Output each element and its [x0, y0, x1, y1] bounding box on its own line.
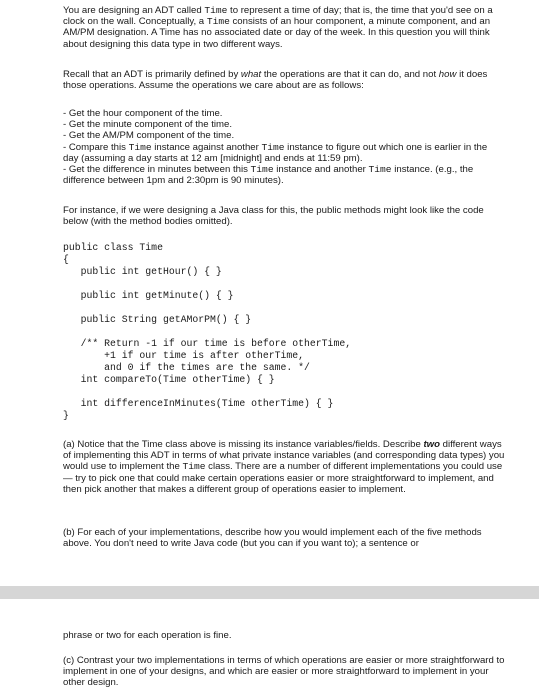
code-line: +1 if our time is after otherTime,: [63, 350, 305, 361]
operation-item: - Get the difference in minutes between this Time instance and another Time instance. (e.g., the difference between 1pm and 2:30pm is 90 minutes).: [63, 164, 474, 187]
recall-text-2: the operations are that it can do, and not: [261, 69, 439, 80]
operations-list: [63, 108, 505, 186]
operation-item: - Get the hour component of the time.: [63, 108, 223, 119]
code-line: public int getHour() { }: [63, 266, 222, 277]
code-line: public class Time: [63, 242, 163, 253]
code-line: {: [63, 254, 69, 265]
inline-code-time: Time: [204, 5, 228, 16]
document-page-2: [0, 599, 539, 700]
part-c-paragraph: [63, 655, 505, 689]
intro-paragraph: [63, 5, 505, 50]
intro-text-2: to represent a time of day; that is, the time that you'd see on a clock on the wall. Conceptually, a: [63, 5, 493, 28]
recall-emphasis-what: what: [240, 69, 262, 80]
instance-text: For instance, if we were designing a Java class for this, the public methods might look like the code below (with the method bodies omitted).: [63, 205, 484, 228]
part-c-text: (c) Contrast your two implementations in terms of which operations are easier or more straightforward to implement in one of your designs, and which are easier or more straightforward to implement in your other design.: [63, 655, 505, 689]
intro-text-3: consists of an hour component, a minute component, and an AM/PM designation. A Time has no associated date or day of the week. In this question you will think about designing this data type in two different ways.: [63, 16, 491, 50]
recall-paragraph: [63, 69, 505, 91]
part-a-paragraph: (a) Notice that the Time class above is missing its instance variables/fields. Describe two different ways of implementing this ADT in terms of what private instance variables (and corresponding data types) you would use to implement the Time class. There are a number of different implementations you could use — try to pick one that could make certain operations easier or more straightforward to implement, and then pick another that makes a different group of operations easier to implement.: [63, 439, 505, 495]
part-b-continuation-text: phrase or two for each operation is fine.: [63, 630, 232, 641]
part-b-paragraph: [63, 527, 505, 549]
code-line: public String getAMorPM() { }: [63, 314, 252, 325]
part-b-text: (b) For each of your implementations, describe how you would implement each of the five methods above. You don't need to write Java code (but you can if you want to); a sentence or: [63, 527, 482, 550]
code-line: /** Return -1 if our time is before otherTime,: [63, 338, 352, 349]
operation-item: - Get the minute component of the time.: [63, 119, 233, 131]
recall-text-1: Recall that an ADT is primarily defined by: [63, 69, 241, 80]
intro-text-1: You are designing an ADT called: [63, 5, 205, 16]
code-line: }: [63, 410, 69, 421]
part-b-continuation: [63, 630, 505, 641]
part-a-emphasis-two: two: [423, 439, 440, 450]
operation-item: - Compare this Time instance against another Time instance to figure out which one is earlier in the day (assuming a day starts at 12 am [midnight] and ends at 11:59 pm).: [63, 141, 488, 164]
code-line: int differenceInMinutes(Time otherTime) { }: [63, 398, 334, 409]
instance-paragraph: [63, 205, 505, 227]
java-code-block: [63, 242, 351, 422]
code-line: public int getMinute() { }: [63, 290, 234, 301]
recall-emphasis-how: how: [438, 69, 457, 80]
inline-code-time: Time: [182, 461, 206, 473]
page-break-divider: [0, 586, 539, 599]
code-line: int compareTo(Time otherTime) { }: [63, 374, 275, 385]
recall-text-3: it does those operations. Assume the operations we care about are as follows:: [63, 69, 488, 92]
operation-item: - Get the AM/PM component of the time.: [63, 130, 235, 142]
code-line: and 0 if the times are the same. */: [63, 362, 310, 373]
inline-code-time: Time: [206, 16, 230, 28]
